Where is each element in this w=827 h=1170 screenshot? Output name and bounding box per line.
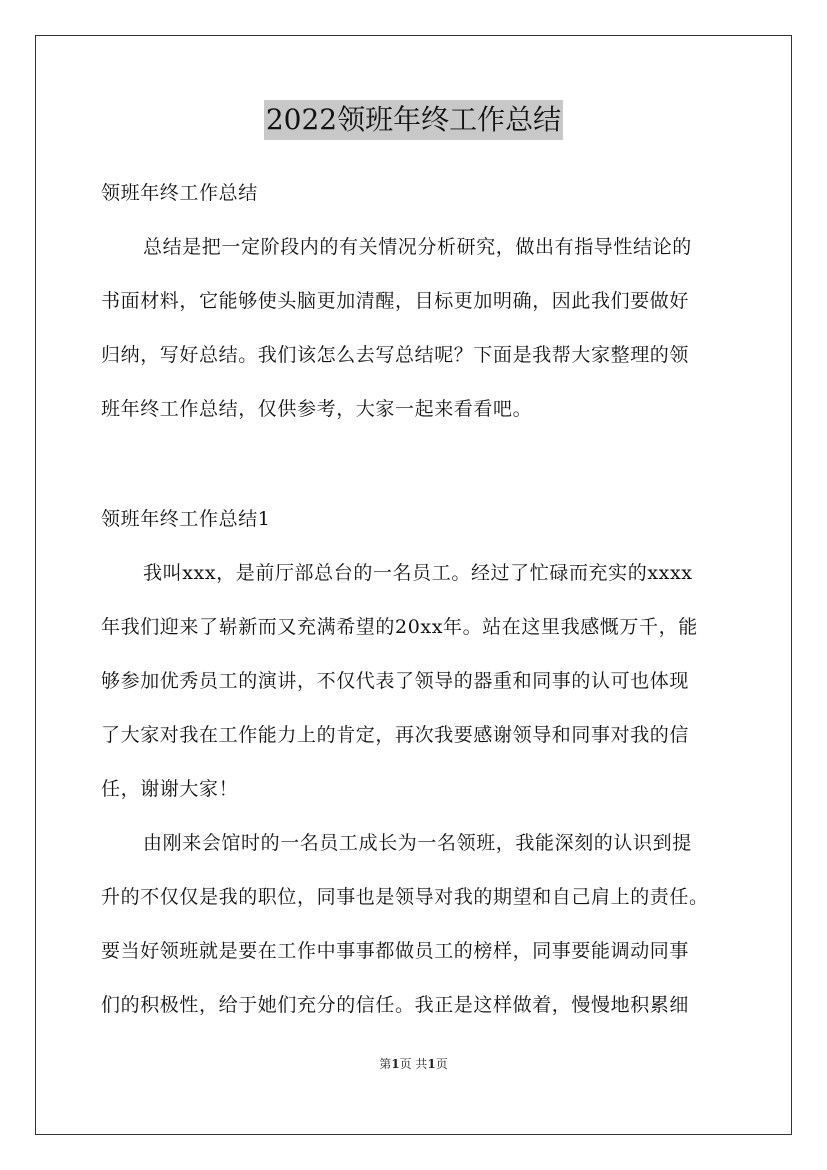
paragraph-line: 总结是把一定阶段内的有关情况分析研究，做出有指导性结论的 <box>143 236 692 258</box>
paragraph-line: 由刚来会馆时的一名员工成长为一名领班，我能深刻的认识到提 <box>143 832 692 854</box>
document-title: 2022领班年终工作总结 <box>264 100 563 140</box>
page-current: 1 <box>391 1057 400 1071</box>
paragraph-line: 我叫xxx，是前厅部总台的一名员工。经过了忙碌而充实的xxxx <box>143 562 693 584</box>
paragraph-line: 归纳，写好总结。我们该怎么去写总结呢？下面是我帮大家整理的领 <box>101 344 690 366</box>
paragraph-line: 班年终工作总结，仅供参考，大家一起来看看吧。 <box>101 398 533 420</box>
page-prefix: 第 <box>379 1057 392 1071</box>
page-footer <box>0 1056 827 1072</box>
paragraph-line: 了大家对我在工作能力上的肯定，再次我要感谢领导和同事对我的信 <box>101 724 690 746</box>
paragraph-line: 书面材料，它能够使头脑更加清醒，目标更加明确，因此我们要做好 <box>101 290 690 312</box>
title-container <box>0 100 827 140</box>
page-mid: 页 共 <box>399 1057 428 1071</box>
paragraph-line: 够参加优秀员工的演讲，不仅代表了领导的器重和同事的认可也体现 <box>101 670 690 692</box>
section-heading: 领班年终工作总结 <box>101 182 258 204</box>
paragraph-line: 要当好领班就是要在工作中事事都做员工的榜样，同事要能调动同事 <box>101 940 690 962</box>
paragraph-line: 任，谢谢大家！ <box>101 778 239 800</box>
page-total: 1 <box>427 1057 436 1071</box>
paragraph-line: 们的积极性，给于她们充分的信任。我正是这样做着，慢慢地积累细 <box>101 994 690 1016</box>
paragraph-line: 年我们迎来了崭新而又充满希望的20xx年。站在这里我感慨万千，能 <box>101 616 698 638</box>
section-heading: 领班年终工作总结1 <box>101 508 271 530</box>
paragraph-line: 升的不仅仅是我的职位，同事也是领导对我的期望和自己肩上的责任。 <box>101 886 709 908</box>
page-suffix: 页 <box>435 1057 448 1071</box>
